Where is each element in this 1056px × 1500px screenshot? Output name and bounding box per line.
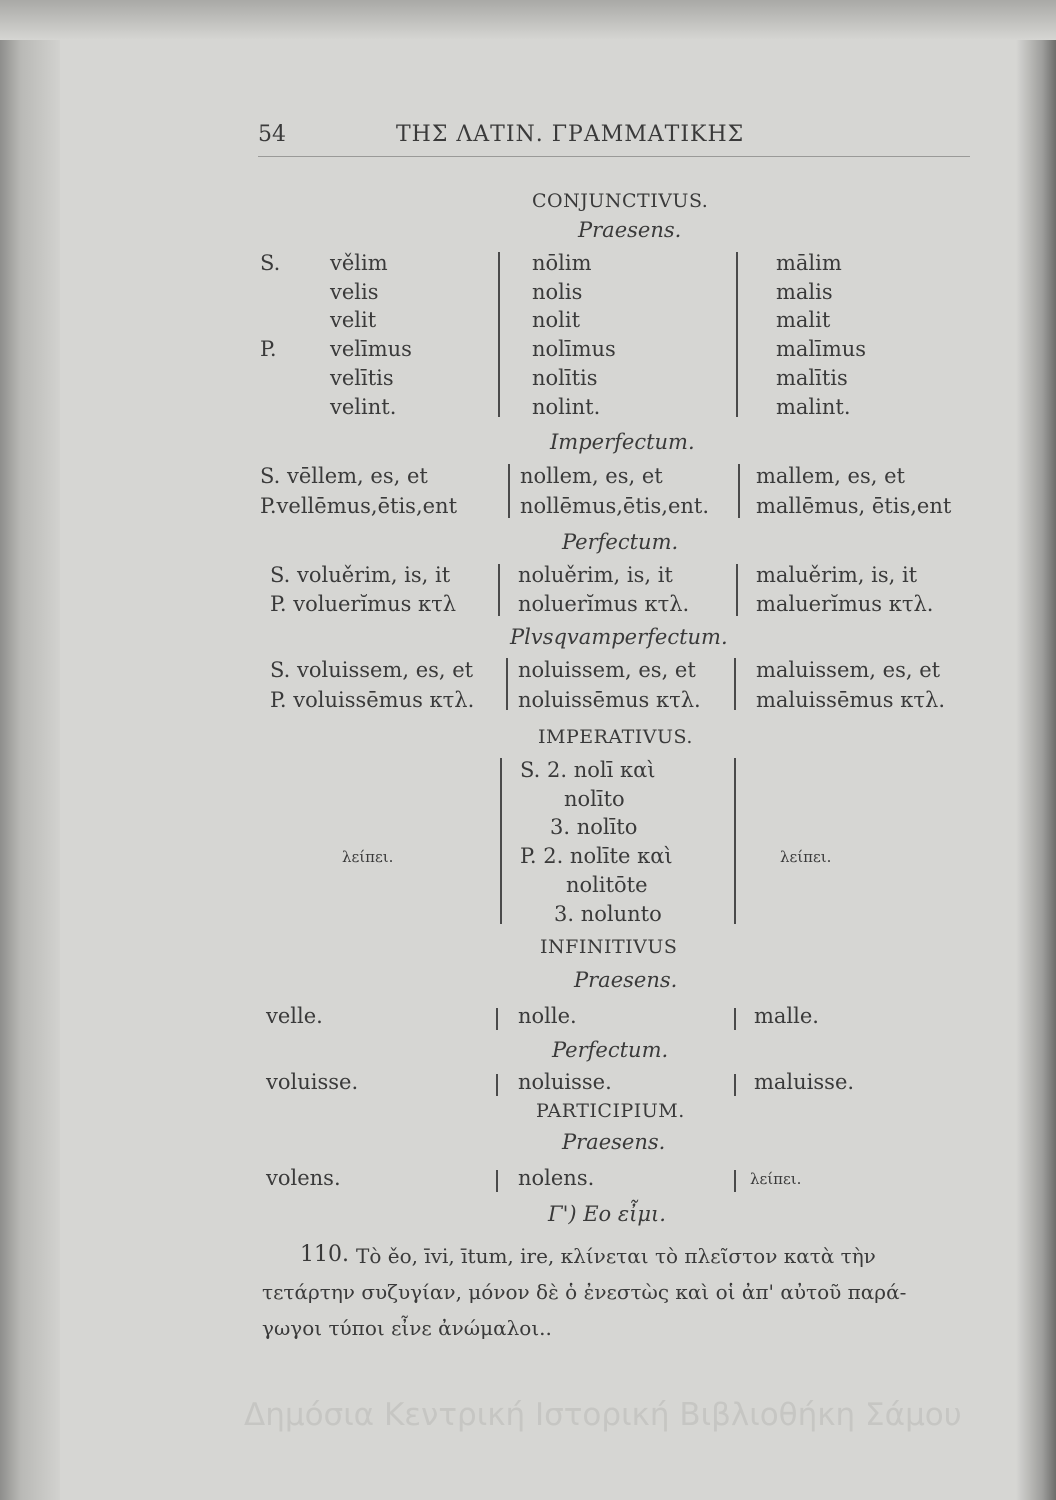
velle-imperfectum-form: S. vēllem, es, et — [260, 464, 428, 488]
perfectum-heading: Perfectum. — [562, 530, 679, 554]
nolle-praesens-form: nolis — [532, 280, 583, 304]
malle-perfectum-form: maluěrim, is, it — [756, 563, 918, 587]
imperfectum-heading: Imperfectum. — [550, 430, 695, 454]
column-divider — [498, 564, 500, 616]
column-divider — [734, 758, 736, 924]
column-divider — [738, 464, 740, 518]
nolle-plusquamperfectum-form: noluissem, es, et — [518, 658, 696, 682]
velle-praesens-form: velit — [330, 308, 377, 332]
participium-praesens-nolle: nolens. — [518, 1166, 595, 1190]
nolle-imperfectum-form: nollem, es, et — [520, 464, 663, 488]
label-singular: S. — [260, 251, 281, 275]
imperativus-velle-note: λείπει. — [342, 848, 394, 866]
plusquamperfectum-heading: Plvsqvamperfectum. — [510, 625, 728, 649]
infinitivus-heading: INFINITIVUS — [540, 936, 678, 958]
column-divider — [734, 1008, 736, 1030]
malle-imperfectum-form: mallēmus, ētis,ent — [756, 494, 952, 518]
column-divider — [506, 658, 508, 710]
nolle-praesens-form: nolint. — [532, 395, 601, 419]
paragraph-line: γωγοι τύποι εἶνε ἀνώμαλοι.. — [262, 1316, 552, 1340]
nolle-praesens-form: nōlim — [532, 251, 592, 275]
velle-praesens-form: velīmus — [330, 337, 412, 361]
conjunctivus-heading: CONJUNCTIVUS. — [532, 190, 709, 212]
column-divider — [498, 252, 500, 417]
malle-imperfectum-form: mallem, es, et — [756, 464, 905, 488]
paragraph-number: 110. — [300, 1242, 349, 1267]
column-divider — [496, 1008, 498, 1030]
imperativus-nolle-form: P. 2. nolīte καὶ — [520, 844, 673, 868]
velle-praesens-form: vělim — [330, 251, 388, 275]
label-plural: P. — [260, 337, 277, 361]
malle-praesens-form: malīmus — [776, 337, 867, 361]
column-divider — [736, 564, 738, 616]
nolle-imperfectum-form: nollēmus,ētis,ent. — [520, 494, 710, 518]
nolle-praesens-form: nolit — [532, 308, 581, 332]
page-number: 54 — [258, 122, 286, 147]
imperativus-nolle-form: S. 2. nolī καὶ — [520, 758, 656, 782]
participium-heading: PARTICIPIUM. — [536, 1100, 685, 1122]
malle-praesens-form: malis — [776, 280, 833, 304]
imperativus-nolle-form: nolitōte — [566, 873, 648, 897]
malle-praesens-form: malītis — [776, 366, 848, 390]
column-divider — [500, 758, 502, 924]
nolle-praesens-form: nolītis — [532, 366, 598, 390]
nolle-perfectum-form: noluěrim, is, it — [518, 563, 673, 587]
malle-plusquamperfectum-form: maluissēmus κτλ. — [756, 688, 945, 712]
imperativus-nolle-form: 3. nolunto — [554, 902, 662, 926]
velle-praesens-form: velint. — [330, 395, 397, 419]
praesens-heading: Praesens. — [578, 218, 682, 242]
nolle-plusquamperfectum-form: noluissēmus κτλ. — [518, 688, 701, 712]
imperativus-nolle-form: nolīto — [564, 787, 625, 811]
malle-praesens-form: mālim — [776, 251, 842, 275]
column-divider — [736, 252, 738, 417]
running-title: ΤΗΣ ΛΑΤΙΝ. ΓΡΑΜΜΑΤΙΚΗΣ — [396, 122, 745, 147]
column-divider — [496, 1170, 498, 1192]
column-divider — [508, 464, 510, 518]
velle-imperfectum-form: P.vellēmus,ētis,ent — [260, 494, 458, 518]
imperativus-heading: IMPERATIVUS. — [538, 726, 693, 748]
malle-plusquamperfectum-form: maluissem, es, et — [756, 658, 941, 682]
velle-praesens-form: velis — [330, 280, 379, 304]
participium-praesens-velle: volens. — [266, 1166, 341, 1190]
velle-perfectum-form: S. voluěrim, is, it — [270, 563, 451, 587]
participium-praesens-heading: Praesens. — [562, 1130, 666, 1154]
infinitivus-perfectum-malle: maluisse. — [754, 1070, 855, 1094]
imperativus-malle-note: λείπει. — [780, 848, 832, 866]
infinitivus-praesens-velle: velle. — [266, 1004, 323, 1028]
column-divider — [734, 1170, 736, 1192]
velle-perfectum-form: P. voluerĭmus κτλ — [270, 592, 457, 616]
paragraph-line: τετάρτην συζυγίαν, μόνον δὲ ὁ ἐνεστὼς καὶ οἱ ἀπ' αὐτοῦ παρά- — [262, 1280, 907, 1304]
malle-perfectum-form: maluerĭmus κτλ. — [756, 592, 934, 616]
section-heading: Γ') Eo εἶμι. — [548, 1202, 666, 1226]
infinitivus-perfectum-heading: Perfectum. — [552, 1038, 669, 1062]
column-divider — [496, 1074, 498, 1096]
imperativus-nolle-form: 3. nolīto — [550, 815, 638, 839]
infinitivus-praesens-heading: Praesens. — [574, 968, 678, 992]
infinitivus-perfectum-nolle: noluisse. — [518, 1070, 612, 1094]
column-divider — [734, 658, 736, 710]
nolle-perfectum-form: noluerĭmus κτλ. — [518, 592, 690, 616]
infinitivus-praesens-malle: malle. — [754, 1004, 819, 1028]
nolle-praesens-form: nolīmus — [532, 337, 616, 361]
infinitivus-perfectum-velle: voluisse. — [266, 1070, 359, 1094]
header-rule — [258, 156, 970, 157]
participium-praesens-malle: λείπει. — [750, 1170, 802, 1188]
library-watermark: Δημόσια Κεντρική Ιστορική Βιβλιοθήκη Σάμου — [244, 1397, 962, 1433]
column-divider — [734, 1074, 736, 1096]
malle-praesens-form: malit — [776, 308, 831, 332]
velle-praesens-form: velītis — [330, 366, 394, 390]
infinitivus-praesens-nolle: nolle. — [518, 1004, 577, 1028]
velle-plusquamperfectum-form: P. voluissēmus κτλ. — [270, 688, 475, 712]
paragraph-line: Τὸ ěo, īvi, ītum, ire, κλίνεται τὸ πλεῖστον κατὰ τὴν — [356, 1244, 876, 1268]
velle-plusquamperfectum-form: S. voluissem, es, et — [270, 658, 474, 682]
malle-praesens-form: malint. — [776, 395, 851, 419]
